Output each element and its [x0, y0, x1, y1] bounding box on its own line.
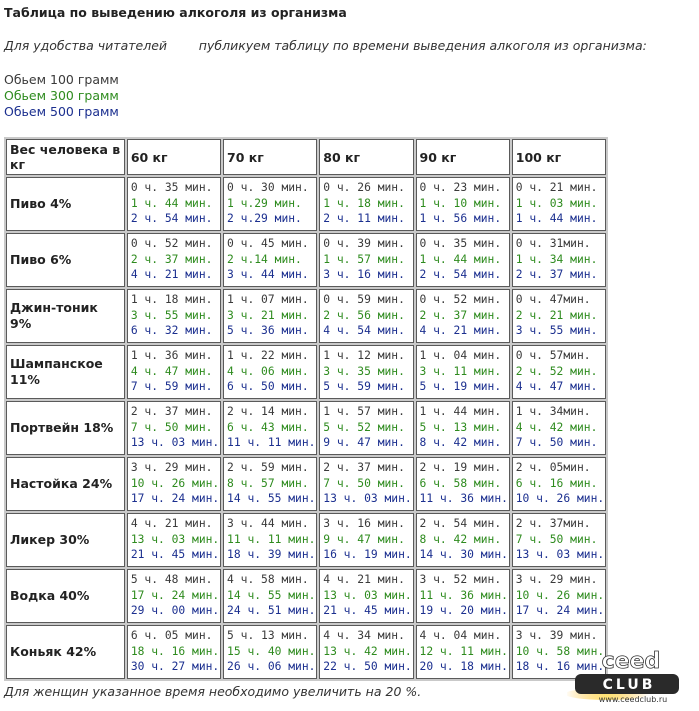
time-cell-80kg: [319, 569, 413, 623]
time-cell-90kg: [416, 177, 510, 231]
time-value-300g: 4 ч. 42 мин.: [515, 420, 598, 434]
time-value-500g: 3 ч. 16 мин.: [323, 268, 405, 281]
time-value-100g: 5 ч. 13 мин.: [227, 629, 309, 642]
time-value-100g: 2 ч. 37 мин.: [323, 461, 405, 474]
legend-item-500: Обьем 500 грамм: [4, 104, 119, 119]
time-value-100g: 3 ч. 52 мин.: [419, 573, 502, 586]
time-cell-60kg: [127, 233, 221, 287]
time-value-500g: 14 ч. 55 мин.: [227, 492, 316, 505]
time-value-300g: 2 ч. 37 мин.: [419, 308, 502, 322]
time-value-100g: 2 ч. 54 мин.: [419, 517, 502, 530]
time-value-500g: 3 ч. 44 мин.: [227, 268, 309, 281]
time-value-100g: 1 ч. 04 мин.: [419, 349, 502, 362]
time-cell-70kg: [223, 457, 317, 511]
time-cell-90kg: [416, 625, 510, 679]
time-value-500g: 17 ч. 24 мин.: [130, 492, 220, 505]
time-value-300g: 6 ч. 43 мин.: [227, 420, 309, 434]
legend-item-100: Обьем 100 грамм: [4, 72, 119, 87]
time-value-500g: 1 ч. 44 мин.: [515, 212, 598, 225]
time-value-500g: 18 ч. 39 мин.: [227, 548, 316, 561]
time-value-300g: 12 ч. 11 мин.: [419, 644, 508, 658]
row-header-drink: Пиво 4%: [6, 177, 125, 231]
time-value-100g: 0 ч. 45 мин.: [227, 237, 309, 250]
time-value-500g: 4 ч. 54 мин.: [323, 324, 405, 337]
time-value-300g: 3 ч. 35 мин.: [323, 364, 405, 378]
intro-text: Для удобства читателей публикуем таблицу по времени выведения алкоголя из организма:: [4, 38, 647, 53]
time-value-500g: 21 ч. 45 мин.: [130, 548, 220, 561]
table-row: [6, 345, 606, 399]
table-header-row: [6, 139, 606, 175]
time-cell-100kg: [512, 345, 606, 399]
time-cell-70kg: [223, 233, 317, 287]
time-value-300g: 1 ч. 44 мин.: [130, 196, 213, 210]
svg-text:ceed: ceed: [601, 649, 661, 674]
time-cell-80kg: [319, 625, 413, 679]
column-header-90: 90 кг: [416, 139, 510, 175]
time-value-100g: 3 ч. 44 мин.: [227, 517, 309, 530]
row-header-drink: Шампанское 11%: [6, 345, 125, 399]
time-value-500g: 6 ч. 50 мин.: [227, 380, 309, 393]
time-value-500g: 2 ч. 54 мин.: [419, 268, 502, 281]
time-value-100g: 4 ч. 58 мин.: [227, 573, 309, 586]
time-value-300g: 1 ч. 57 мин.: [323, 252, 405, 266]
footer-note: Для женщин указанное время необходимо увеличить на 20 %.: [4, 684, 422, 699]
time-value-300g: 6 ч. 16 мин.: [515, 476, 598, 490]
time-value-300g: 8 ч. 42 мин.: [419, 532, 502, 546]
time-cell-70kg: [223, 513, 317, 567]
time-value-300g: 7 ч. 50 мин.: [515, 532, 598, 546]
alcohol-table-container: [4, 137, 608, 673]
time-value-500g: 8 ч. 42 мин.: [419, 436, 502, 449]
time-value-500g: 5 ч. 59 мин.: [323, 380, 405, 393]
time-value-500g: 7 ч. 59 мин.: [130, 380, 213, 393]
time-value-300g: 10 ч. 26 мин.: [130, 476, 220, 490]
time-value-300g: 2 ч. 56 мин.: [323, 308, 405, 322]
table-row: [6, 513, 606, 567]
table-row: [6, 457, 606, 511]
time-value-100g: 1 ч. 34мин.: [515, 405, 591, 418]
time-cell-90kg: [416, 289, 510, 343]
time-cell-60kg: [127, 457, 221, 511]
time-value-300g: 9 ч. 47 мин.: [323, 532, 405, 546]
column-header-100: 100 кг: [512, 139, 606, 175]
time-value-100g: 5 ч. 48 мин.: [130, 573, 213, 586]
time-value-100g: 1 ч. 22 мин.: [227, 349, 309, 362]
corner-header: Вес человека в кг: [6, 139, 125, 175]
table-row: [6, 177, 606, 231]
row-header-drink: Джин-тоник 9%: [6, 289, 125, 343]
time-value-300g: 7 ч. 50 мин.: [130, 420, 213, 434]
time-value-500g: 21 ч. 45 мин.: [323, 604, 412, 617]
time-value-500g: 19 ч. 20 мин.: [419, 604, 508, 617]
time-cell-100kg: [512, 513, 606, 567]
time-value-300g: 1 ч. 44 мин.: [419, 252, 502, 266]
time-value-300g: 2 ч. 52 мин.: [515, 364, 598, 378]
time-value-500g: 6 ч. 32 мин.: [130, 324, 213, 337]
time-cell-90kg: [416, 401, 510, 455]
time-cell-60kg: [127, 177, 221, 231]
time-value-100g: 0 ч. 21 мин.: [515, 181, 598, 194]
table-row: [6, 289, 606, 343]
time-value-300g: 3 ч. 55 мин.: [130, 308, 213, 322]
time-value-300g: 17 ч. 24 мин.: [130, 588, 220, 602]
time-value-100g: 2 ч. 05мин.: [515, 461, 591, 474]
time-value-500g: 29 ч. 00 мин.: [130, 604, 220, 617]
time-value-300g: 11 ч. 36 мин.: [419, 588, 508, 602]
time-value-100g: 4 ч. 34 мин.: [323, 629, 405, 642]
time-value-300g: 13 ч. 03 мин.: [323, 588, 412, 602]
time-value-300g: 15 ч. 40 мин.: [227, 644, 316, 658]
time-value-100g: 3 ч. 39 мин.: [515, 629, 598, 642]
svg-text:www.ceedclub.ru: www.ceedclub.ru: [598, 695, 668, 704]
time-value-500g: 4 ч. 21 мин.: [419, 324, 502, 337]
time-value-500g: 3 ч. 55 мин.: [515, 324, 598, 337]
time-value-100g: 0 ч. 30 мин.: [227, 181, 309, 194]
time-value-500g: 17 ч. 24 мин.: [515, 604, 605, 617]
time-value-300g: 6 ч. 58 мин.: [419, 476, 502, 490]
time-cell-80kg: [319, 233, 413, 287]
time-cell-90kg: [416, 513, 510, 567]
time-value-100g: 2 ч. 14 мин.: [227, 405, 309, 418]
time-cell-70kg: [223, 345, 317, 399]
time-value-300g: 3 ч. 11 мин.: [419, 364, 502, 378]
column-header-80: 80 кг: [319, 139, 413, 175]
time-cell-60kg: [127, 345, 221, 399]
table-row: [6, 625, 606, 679]
time-value-500g: 30 ч. 27 мин.: [130, 660, 220, 673]
time-cell-80kg: [319, 513, 413, 567]
time-value-500g: 16 ч. 19 мин.: [323, 548, 412, 561]
time-value-100g: 1 ч. 18 мин.: [130, 293, 213, 306]
time-value-500g: 2 ч. 37 мин.: [515, 268, 598, 281]
time-value-500g: 26 ч. 06 мин.: [227, 660, 316, 673]
time-cell-60kg: [127, 569, 221, 623]
time-value-500g: 5 ч. 36 мин.: [227, 324, 309, 337]
time-value-100g: 4 ч. 21 мин.: [323, 573, 405, 586]
time-cell-60kg: [127, 513, 221, 567]
row-header-drink: Пиво 6%: [6, 233, 125, 287]
time-cell-100kg: [512, 401, 606, 455]
table-row: [6, 401, 606, 455]
time-value-500g: 13 ч. 03 мин.: [515, 548, 605, 561]
time-value-300g: 1 ч. 03 мин.: [515, 196, 598, 210]
time-value-100g: 0 ч. 47мин.: [515, 293, 591, 306]
time-value-100g: 3 ч. 29 мин.: [130, 461, 213, 474]
ceedclub-watermark-logo: [567, 644, 685, 704]
time-value-100g: 0 ч. 57мин.: [515, 349, 591, 362]
time-value-300g: 10 ч. 58 мин.: [515, 644, 605, 658]
time-cell-100kg: [512, 569, 606, 623]
alcohol-elimination-table: [4, 137, 608, 681]
time-value-500g: 11 ч. 36 мин.: [419, 492, 508, 505]
table-row: [6, 569, 606, 623]
time-cell-70kg: [223, 401, 317, 455]
column-header-70: 70 кг: [223, 139, 317, 175]
time-value-500g: 13 ч. 03 мин.: [323, 492, 412, 505]
page-title: Таблица по выведению алкоголя из организма: [4, 5, 347, 20]
row-header-drink: Настойка 24%: [6, 457, 125, 511]
time-value-300g: 11 ч. 11 мин.: [227, 532, 316, 546]
time-cell-80kg: [319, 401, 413, 455]
time-value-100g: 4 ч. 04 мин.: [419, 629, 502, 642]
time-value-300g: 14 ч. 55 мин.: [227, 588, 316, 602]
time-value-100g: 0 ч. 31мин.: [515, 237, 591, 250]
row-header-drink: Коньяк 42%: [6, 625, 125, 679]
time-value-100g: 1 ч. 57 мин.: [323, 405, 405, 418]
time-value-500g: 24 ч. 51 мин.: [227, 604, 316, 617]
time-value-500g: 10 ч. 26 мин.: [515, 492, 605, 505]
time-value-300g: 5 ч. 52 мин.: [323, 420, 405, 434]
time-cell-80kg: [319, 177, 413, 231]
row-header-drink: Портвейн 18%: [6, 401, 125, 455]
time-value-300g: 13 ч. 42 мин.: [323, 644, 412, 658]
time-cell-80kg: [319, 457, 413, 511]
time-value-500g: 11 ч. 11 мин.: [227, 436, 316, 449]
time-cell-60kg: [127, 289, 221, 343]
time-value-100g: 3 ч. 29 мин.: [515, 573, 598, 586]
time-cell-80kg: [319, 345, 413, 399]
time-value-500g: 2 ч.29 мин.: [227, 212, 302, 225]
time-value-100g: 0 ч. 35 мин.: [130, 181, 213, 194]
time-value-300g: 1 ч. 18 мин.: [323, 196, 405, 210]
time-value-100g: 2 ч. 37 мин.: [130, 405, 213, 418]
time-value-100g: 4 ч. 21 мин.: [130, 517, 213, 530]
time-value-100g: 0 ч. 52 мин.: [130, 237, 213, 250]
time-value-100g: 0 ч. 26 мин.: [323, 181, 405, 194]
time-value-500g: 20 ч. 18 мин.: [419, 660, 508, 673]
time-value-500g: 2 ч. 11 мин.: [323, 212, 405, 225]
time-value-100g: 0 ч. 39 мин.: [323, 237, 405, 250]
time-value-100g: 2 ч. 19 мин.: [419, 461, 502, 474]
time-cell-60kg: [127, 625, 221, 679]
time-value-300g: 4 ч. 06 мин.: [227, 364, 309, 378]
time-cell-90kg: [416, 457, 510, 511]
time-value-500g: 7 ч. 50 мин.: [515, 436, 598, 449]
time-cell-70kg: [223, 569, 317, 623]
time-cell-70kg: [223, 289, 317, 343]
time-value-300g: 1 ч. 10 мин.: [419, 196, 502, 210]
time-cell-100kg: [512, 233, 606, 287]
time-value-300g: 3 ч. 21 мин.: [227, 308, 309, 322]
time-value-100g: 3 ч. 16 мин.: [323, 517, 405, 530]
column-header-60: 60 кг: [127, 139, 221, 175]
time-value-100g: 6 ч. 05 мин.: [130, 629, 213, 642]
time-value-300g: 1 ч. 34 мин.: [515, 252, 598, 266]
row-header-drink: Водка 40%: [6, 569, 125, 623]
time-value-500g: 2 ч. 54 мин.: [130, 212, 213, 225]
time-cell-100kg: [512, 457, 606, 511]
row-header-drink: Ликер 30%: [6, 513, 125, 567]
time-value-300g: 5 ч. 13 мин.: [419, 420, 502, 434]
time-value-100g: 1 ч. 07 мин.: [227, 293, 309, 306]
time-value-100g: 0 ч. 23 мин.: [419, 181, 502, 194]
time-cell-100kg: [512, 289, 606, 343]
time-value-300g: 8 ч. 57 мин.: [227, 476, 309, 490]
time-value-300g: 18 ч. 16 мин.: [130, 644, 220, 658]
time-cell-80kg: [319, 289, 413, 343]
time-value-100g: 2 ч. 59 мин.: [227, 461, 309, 474]
time-cell-90kg: [416, 569, 510, 623]
legend-item-300: Обьем 300 грамм: [4, 88, 119, 103]
time-value-100g: 0 ч. 59 мин.: [323, 293, 405, 306]
time-value-500g: 4 ч. 21 мин.: [130, 268, 213, 281]
time-value-500g: 9 ч. 47 мин.: [323, 436, 405, 449]
time-value-500g: 4 ч. 47 мин.: [515, 380, 598, 393]
time-value-100g: 0 ч. 35 мин.: [419, 237, 502, 250]
time-cell-100kg: [512, 177, 606, 231]
time-value-300g: 2 ч.14 мин.: [227, 252, 302, 266]
time-cell-70kg: [223, 625, 317, 679]
time-cell-90kg: [416, 233, 510, 287]
table-row: [6, 233, 606, 287]
volume-legend: [4, 72, 119, 120]
time-value-300g: 13 ч. 03 мин.: [130, 532, 220, 546]
svg-text:CLUB: CLUB: [602, 677, 656, 693]
time-value-100g: 1 ч. 12 мин.: [323, 349, 405, 362]
time-value-100g: 1 ч. 36 мин.: [130, 349, 213, 362]
time-value-300g: 7 ч. 50 мин.: [323, 476, 405, 490]
time-value-100g: 0 ч. 52 мин.: [419, 293, 502, 306]
time-value-300g: 2 ч. 21 мин.: [515, 308, 598, 322]
time-value-100g: 1 ч. 44 мин.: [419, 405, 502, 418]
time-cell-70kg: [223, 177, 317, 231]
time-value-300g: 1 ч.29 мин.: [227, 196, 302, 210]
time-cell-60kg: [127, 401, 221, 455]
time-value-500g: 13 ч. 03 мин.: [130, 436, 220, 449]
time-value-500g: 18 ч. 16 мин.: [515, 660, 605, 673]
time-value-300g: 2 ч. 37 мин.: [130, 252, 213, 266]
time-value-500g: 14 ч. 30 мин.: [419, 548, 508, 561]
time-value-500g: 22 ч. 50 мин.: [323, 660, 412, 673]
time-value-500g: 1 ч. 56 мин.: [419, 212, 502, 225]
time-cell-90kg: [416, 345, 510, 399]
time-value-300g: 10 ч. 26 мин.: [515, 588, 605, 602]
time-value-300g: 4 ч. 47 мин.: [130, 364, 213, 378]
time-value-100g: 2 ч. 37мин.: [515, 517, 591, 530]
time-value-500g: 5 ч. 19 мин.: [419, 380, 502, 393]
